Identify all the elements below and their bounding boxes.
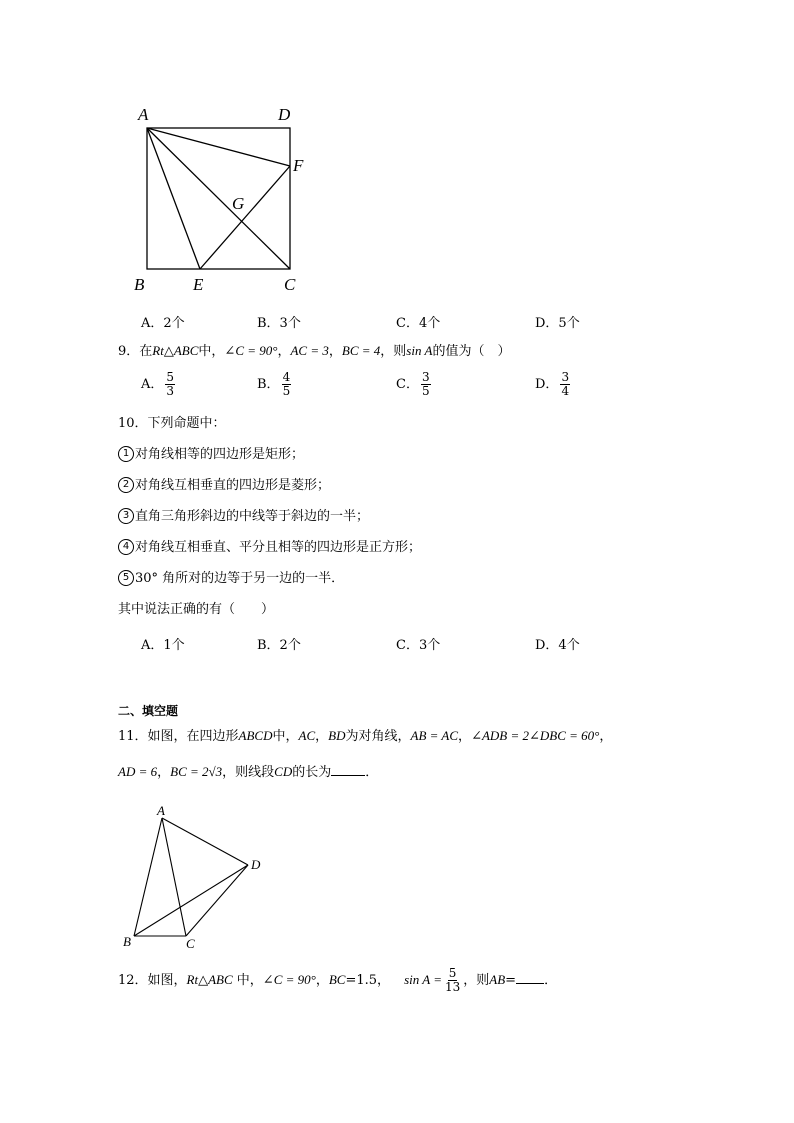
q10-item-3 xyxy=(118,508,369,526)
q12-text: 中， xyxy=(232,973,263,988)
q11-math: ABCD xyxy=(238,728,273,743)
q11-line-2 xyxy=(118,763,378,782)
option-letter: D． xyxy=(535,377,559,392)
q11-text: 为对角线， xyxy=(345,729,411,744)
circled-number: 3 xyxy=(118,508,134,524)
q11-math: AB = AC xyxy=(410,728,459,743)
segment-bd xyxy=(134,865,248,936)
q10-option-d[interactable]: D．4个 xyxy=(535,638,580,653)
q11-math: AC xyxy=(298,728,316,743)
circled-number: 4 xyxy=(118,539,134,555)
q11-line-1 xyxy=(118,727,612,746)
q11-text: ， xyxy=(458,729,472,744)
label-g: G xyxy=(232,194,245,213)
item-text: 直角三角形斜边的中线等于斜边的一半； xyxy=(135,509,370,524)
q9-option-a[interactable] xyxy=(141,371,177,398)
fraction xyxy=(421,371,431,398)
segment-af xyxy=(147,128,290,166)
q12-text: ． xyxy=(544,973,558,988)
quadrilateral-figure xyxy=(115,800,275,955)
fraction xyxy=(282,371,292,398)
q12-text: = xyxy=(505,973,517,988)
denominator: 5 xyxy=(282,384,291,398)
q8-option-c[interactable]: C．4个 xyxy=(396,316,441,331)
label-b: B xyxy=(134,275,145,294)
q10-option-c[interactable]: C．3个 xyxy=(396,638,441,653)
q11-math: CD xyxy=(274,764,293,779)
q9-option-c[interactable] xyxy=(396,371,433,398)
q11-text: ， xyxy=(599,729,613,744)
q11-math: ∠ADB = 2∠DBC = 60° xyxy=(471,728,600,743)
circled-number: 5 xyxy=(118,570,134,586)
q9-text: 中， xyxy=(198,344,225,359)
numerator: 5 xyxy=(448,966,457,980)
q12-math: BC xyxy=(328,972,346,987)
denominator: 4 xyxy=(561,384,570,398)
section-title: 二、填空题 xyxy=(118,704,179,718)
answer-blank[interactable] xyxy=(516,971,544,984)
segment-ae xyxy=(147,128,200,269)
q9-angle: ∠C = 90° xyxy=(224,343,278,358)
q12-math: AB xyxy=(489,972,506,987)
q11-text: 中， xyxy=(272,729,299,744)
q10-option-a[interactable]: A．1个 xyxy=(141,638,185,653)
q11-text: ， xyxy=(315,729,329,744)
q12-math: Rt△ABC xyxy=(186,972,233,987)
circled-number: 1 xyxy=(118,446,134,462)
item-text: 对角线互相垂直、平分且相等的四边形是正方形； xyxy=(135,540,422,555)
label-c: C xyxy=(186,936,195,951)
q9-option-d[interactable] xyxy=(535,371,572,398)
q12-stem xyxy=(118,967,557,994)
numerator: 4 xyxy=(282,370,291,384)
q11-text: 的长为 xyxy=(292,765,332,780)
label-a: A xyxy=(138,105,149,124)
q10-item-1 xyxy=(118,446,304,464)
numerator: 3 xyxy=(421,370,430,384)
q10-item-5 xyxy=(118,570,344,588)
q12-math: ∠C = 90° xyxy=(262,972,316,987)
q12-text: 12．如图， xyxy=(118,973,187,988)
q10-option-b[interactable]: B．2个 xyxy=(257,638,301,653)
denominator: 3 xyxy=(166,384,175,398)
q9-text: 的值为（ ） xyxy=(432,344,511,359)
option-letter: B． xyxy=(257,377,280,392)
segment-ef xyxy=(200,166,290,269)
fraction xyxy=(165,371,175,398)
denominator: 13 xyxy=(444,980,461,994)
numerator: 5 xyxy=(166,370,175,384)
q12-text: ， xyxy=(315,973,329,988)
q9-ac: AC = 3 xyxy=(290,343,329,358)
label-b: B xyxy=(123,934,131,949)
q11-math: BD xyxy=(328,728,346,743)
segment-ad xyxy=(162,818,248,865)
label-d: D xyxy=(251,857,261,872)
denominator: 5 xyxy=(421,384,430,398)
q9-sin-a: sin A xyxy=(406,343,433,358)
label-d: D xyxy=(278,105,291,124)
q11-text: ， xyxy=(157,765,171,780)
q9-stem xyxy=(118,342,510,361)
label-f: F xyxy=(293,156,304,175)
q8-option-d[interactable]: D．5个 xyxy=(535,316,580,331)
q11-math: BC = 2√3 xyxy=(170,764,223,779)
square-figure xyxy=(120,98,320,298)
label-e: E xyxy=(193,275,204,294)
fraction xyxy=(560,371,570,398)
label-a: A xyxy=(157,803,165,818)
fraction xyxy=(444,967,461,994)
q8-option-a[interactable]: A．2个 xyxy=(141,316,185,331)
q9-bc: BC = 4 xyxy=(341,343,381,358)
option-letter: A． xyxy=(141,377,164,392)
segment-ac xyxy=(162,818,186,936)
segment-cd xyxy=(186,865,248,936)
item-text: 30° 角所对的边等于另一边的一半． xyxy=(135,571,345,586)
q10-question: 其中说法正确的有（ ） xyxy=(118,602,275,617)
q12-text: ，则 xyxy=(463,973,490,988)
q10-stem: 10．下列命题中： xyxy=(118,416,226,431)
item-text: 对角线互相垂直的四边形是菱形； xyxy=(135,478,331,493)
q11-text: 11．如图，在四边形 xyxy=(118,729,239,744)
q9-text: ， xyxy=(277,344,291,359)
q9-text: 在 xyxy=(139,344,153,359)
q12-text: =1.5， xyxy=(345,973,391,988)
circled-number: 2 xyxy=(118,477,134,493)
q9-text: ， xyxy=(328,344,342,359)
numerator: 3 xyxy=(561,370,570,384)
q11-math: AD = 6 xyxy=(118,764,158,779)
q9-text: ，则 xyxy=(380,344,407,359)
q11-text: ． xyxy=(365,765,379,780)
option-letter: C． xyxy=(396,377,419,392)
q12-math: sin A = xyxy=(404,972,442,987)
q10-item-2 xyxy=(118,477,330,495)
label-c: C xyxy=(284,275,296,294)
q8-option-b[interactable]: B．3个 xyxy=(257,316,301,331)
item-text: 对角线相等的四边形是矩形； xyxy=(135,447,305,462)
answer-blank[interactable] xyxy=(331,763,365,776)
q9-triangle: Rt△ABC xyxy=(152,343,199,358)
q11-text: ，则线段 xyxy=(222,765,275,780)
segment-ab xyxy=(134,818,162,936)
q9-number: 9． xyxy=(118,344,140,359)
q9-option-b[interactable] xyxy=(257,371,293,398)
q10-item-4 xyxy=(118,539,421,557)
